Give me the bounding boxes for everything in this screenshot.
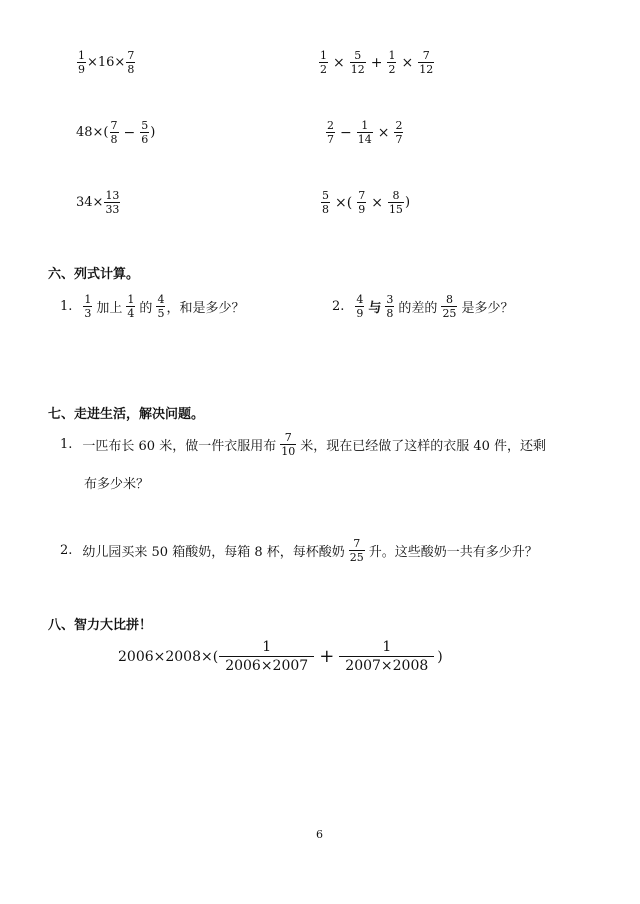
fraction: $\frac{1}{14}$ bbox=[357, 119, 372, 146]
section-6-title: 六、列式计算。 bbox=[48, 267, 140, 282]
operator: − bbox=[340, 124, 352, 141]
fraction: $\frac{13}{33}$ bbox=[105, 189, 120, 216]
fraction: $\frac{1}{9}$ bbox=[78, 49, 85, 76]
exercise-4 bbox=[325, 120, 404, 145]
exercise-2 bbox=[318, 50, 435, 75]
fraction: $\frac{8}{15}$ bbox=[388, 189, 403, 216]
operator: 34× bbox=[76, 195, 104, 210]
operator: × bbox=[401, 54, 414, 71]
fraction: $\frac{7}{10}$ bbox=[281, 431, 296, 458]
question-text: 升。这些酸奶一共有多少升？ bbox=[368, 545, 538, 560]
question-index: 2. bbox=[60, 543, 73, 558]
question-text: 一匹布长 60 米，做一件衣服用布 bbox=[82, 439, 277, 454]
fraction: $\frac{1}{2007\times 2008}$ bbox=[339, 638, 434, 675]
operator: × bbox=[371, 194, 383, 211]
fraction: $\frac{1}{2}$ bbox=[388, 49, 396, 76]
operator: + bbox=[370, 54, 383, 71]
question-index: 2. bbox=[332, 299, 345, 314]
operator: ) bbox=[150, 125, 156, 140]
fraction: $\frac{4}{9}$ bbox=[356, 293, 364, 320]
question-index: 1. bbox=[60, 437, 73, 452]
operator: × bbox=[377, 124, 390, 141]
section-8-title: 八、智力大比拼！ bbox=[48, 618, 153, 633]
question-text: 与 bbox=[368, 301, 382, 316]
question-index: 1. bbox=[60, 299, 73, 314]
operator: − bbox=[123, 124, 136, 141]
fraction: $\frac{7}{12}$ bbox=[419, 49, 434, 76]
fraction: $\frac{3}{8}$ bbox=[386, 293, 394, 320]
fraction: $\frac{2}{7}$ bbox=[395, 119, 403, 146]
page-number: 6 bbox=[316, 828, 323, 841]
fraction: $\frac{1}{2}$ bbox=[320, 49, 327, 76]
fraction: $\frac{5}{12}$ bbox=[350, 49, 365, 76]
exercise-1 bbox=[76, 50, 136, 75]
fraction: $\frac{7}{9}$ bbox=[358, 189, 366, 216]
section-7-question-2 bbox=[60, 538, 538, 563]
fraction: $\frac{5}{6}$ bbox=[141, 119, 149, 146]
exercise-3 bbox=[76, 120, 155, 145]
question-text: ，和是多少？ bbox=[166, 301, 245, 316]
section-7-question-1 bbox=[60, 432, 546, 457]
fraction: $\frac{1}{3}$ bbox=[84, 293, 92, 320]
fraction: $\frac{1}{4}$ bbox=[127, 293, 135, 320]
question-text: 的差的 bbox=[398, 301, 438, 316]
exercise-5 bbox=[76, 190, 121, 215]
fraction: $\frac{8}{25}$ bbox=[442, 293, 457, 320]
operator: 2006×2008×( bbox=[118, 648, 219, 665]
section-6-question-2 bbox=[332, 294, 513, 319]
operator: ) bbox=[404, 195, 411, 210]
fraction: $\frac{2}{7}$ bbox=[327, 119, 334, 146]
question-text: 是多少？ bbox=[461, 301, 514, 316]
fraction: $\frac{7}{25}$ bbox=[349, 537, 364, 564]
operator: 48×( bbox=[76, 125, 109, 140]
fraction: $\frac{7}{8}$ bbox=[127, 49, 135, 76]
question-text: 的 bbox=[139, 301, 153, 316]
operator: × bbox=[333, 54, 345, 71]
operator: ×16× bbox=[87, 55, 126, 70]
question-text: 米，现在已经做了这样的衣服 40 件，还剩 bbox=[300, 439, 547, 454]
question-text: 加上 bbox=[96, 301, 123, 316]
section-7-title: 七、走进生活，解决问题。 bbox=[48, 407, 205, 422]
fraction: $\frac{4}{5}$ bbox=[157, 293, 165, 320]
operator: ) bbox=[437, 648, 443, 665]
section-8-expression bbox=[118, 638, 443, 675]
fraction: $\frac{7}{8}$ bbox=[110, 119, 118, 146]
section-6-question-1 bbox=[60, 294, 244, 319]
operator: ×( bbox=[335, 194, 353, 211]
operator: + bbox=[319, 646, 335, 667]
section-7-question-1-line-2: 布多少米？ bbox=[84, 477, 150, 492]
fraction: $\frac{5}{8}$ bbox=[322, 189, 329, 216]
exercise-6 bbox=[320, 190, 410, 215]
fraction: $\frac{1}{2006\times 2007}$ bbox=[219, 638, 314, 675]
question-text: 幼儿园买来 50 箱酸奶，每箱 8 杯，每杯酸奶 bbox=[82, 545, 345, 560]
